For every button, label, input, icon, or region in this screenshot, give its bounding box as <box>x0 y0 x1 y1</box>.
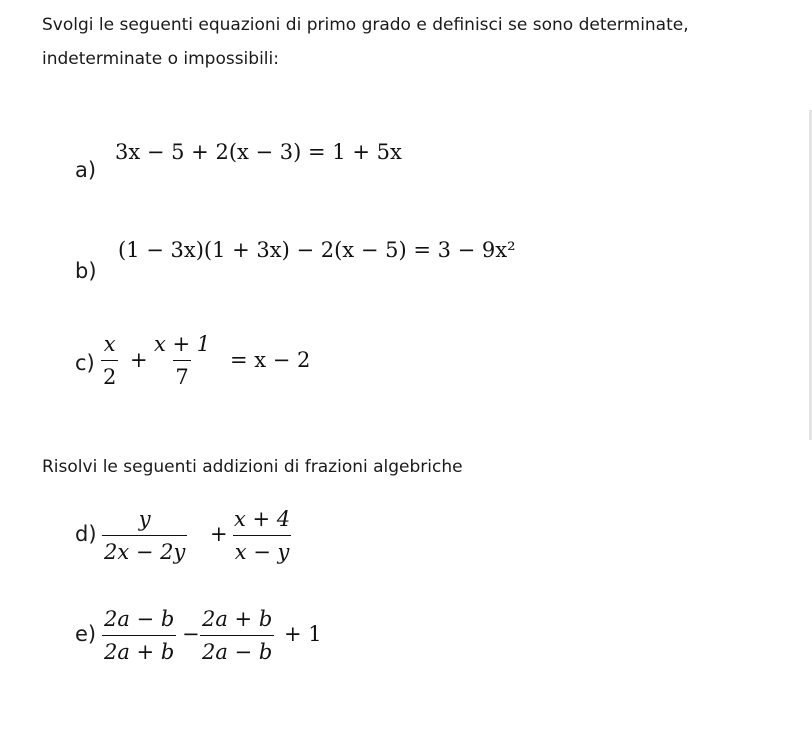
fraction-denominator: 7 <box>173 360 190 391</box>
exercise-c-fraction-2 <box>152 330 212 391</box>
fraction-denominator: x − y <box>233 535 292 566</box>
fraction-denominator: 2 <box>101 360 118 391</box>
fraction-numerator: 2a − b <box>104 607 175 631</box>
fraction-numerator: 2a + b <box>202 607 273 631</box>
exercise-a-label: a) <box>75 158 97 182</box>
fraction-numerator: y <box>138 507 151 531</box>
fraction-numerator: x <box>103 332 116 356</box>
instruction-line-1: Svolgi le seguenti equazioni di primo grado e definisci se sono determinate, <box>42 15 689 35</box>
exercise-c-fraction-1 <box>101 330 118 391</box>
fraction-denominator: 2x − 2y <box>102 535 187 566</box>
exercise-d-fraction-1 <box>102 505 187 566</box>
exercise-c-plus: + <box>130 348 148 372</box>
instruction-line-2: indeterminate o impossibili: <box>42 49 279 69</box>
exercise-e-minus: − <box>182 622 200 646</box>
exercise-d-fraction-2 <box>232 505 292 566</box>
exercise-a-equation: 3x − 5 + 2(x − 3) = 1 + 5x <box>115 140 402 164</box>
exercise-d-plus: + <box>210 522 228 546</box>
instruction-section-2: Risolvi le seguenti addizioni di frazioni algebriche <box>42 457 463 477</box>
exercise-e-plus-one: + 1 <box>284 622 322 646</box>
exercise-e-fraction-1 <box>102 605 176 666</box>
exercise-b-equation: (1 − 3x)(1 + 3x) − 2(x − 5) = 3 − 9x² <box>118 238 516 262</box>
fraction-denominator: 2a + b <box>102 635 176 666</box>
fraction-numerator: x + 1 <box>154 332 211 356</box>
exercise-c-label: c) <box>75 351 95 375</box>
exercise-d-label: d) <box>75 522 97 546</box>
exercise-e-fraction-2 <box>200 605 274 666</box>
fraction-numerator: x + 4 <box>234 507 291 531</box>
exercise-e-label: e) <box>75 622 97 646</box>
exercise-c-rhs: = x − 2 <box>230 348 311 372</box>
fraction-denominator: 2a − b <box>200 635 274 666</box>
exercise-b-label: b) <box>75 259 97 283</box>
